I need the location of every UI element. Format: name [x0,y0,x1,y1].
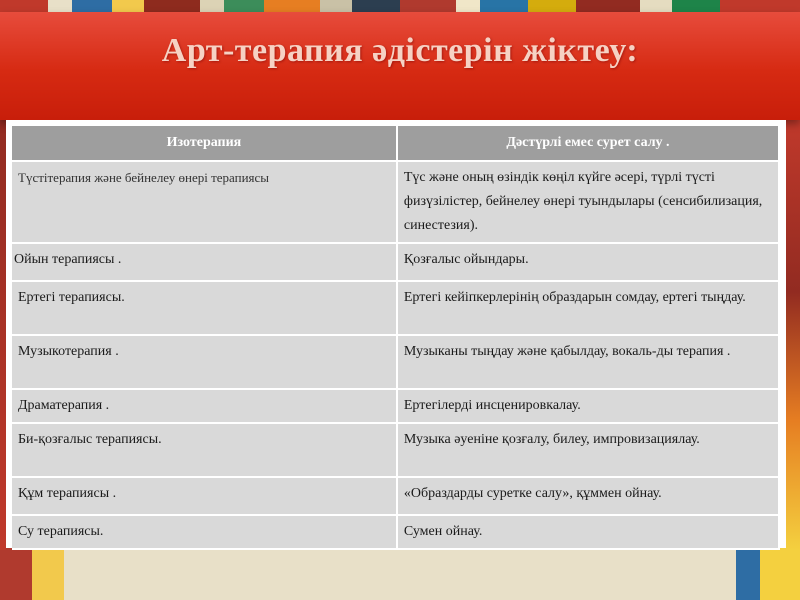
table-cell-description: Ертегілерді инсценировкалау. [398,390,780,424]
table-cell-method: Музыкотерапия . [12,336,398,390]
table-cell-method: Би-қозғалыс терапиясы. [12,424,398,478]
table-cell-method: Құм терапиясы . [12,478,398,516]
table-cell-description: Ертегі кейіпкерлерінің образдарын сомдау, ертегі тыңдау. [398,282,780,336]
table-cell-description: Сумен ойнау. [398,516,780,550]
table-row [12,390,780,424]
table-row [12,162,780,244]
table-cell-method: Ойын терапиясы . [12,244,398,282]
title-banner [0,12,800,120]
table-row [12,244,780,282]
table-row [12,516,780,550]
table-row [12,336,780,390]
table-row [12,282,780,336]
table-row [12,424,780,478]
slide-title: Арт-терапия әдістерін жіктеу: [161,32,639,69]
content-panel [6,120,786,548]
table-row [12,478,780,516]
header-cell-izotherapy: Изотерапия [12,126,398,162]
table-cell-description: Музыка әуеніне қозғалу, билеу, импровизациялау. [398,424,780,478]
table-cell-method: Су терапиясы. [12,516,398,550]
table-cell-method: Түстітерапия және бейнелеу өнері терапиясы [12,162,398,244]
table-cell-method: Драматерапия . [12,390,398,424]
decorative-right-strip [786,120,800,550]
decorative-books-bottom [0,548,800,600]
table-cell-description: «Образдарды суретке салу», құммен ойнау. [398,478,780,516]
table-header-row [12,126,780,162]
table-cell-method: Ертегі терапиясы. [12,282,398,336]
header-cell-nontraditional-drawing: Дәстүрлі емес сурет салу . [398,126,780,162]
table-cell-description: Түс және оның өзіндік көңіл күйге әсері, түрлі түсті физүзілістер, бейнелеу өнері туындылары (сенсибилизация, синестезия). [398,162,780,244]
table-cell-description: Музыканы тыңдау және қабылдау, вокаль-ды терапия . [398,336,780,390]
table-cell-description: Қозғалыс ойындары. [398,244,780,282]
art-therapy-table [12,126,780,550]
